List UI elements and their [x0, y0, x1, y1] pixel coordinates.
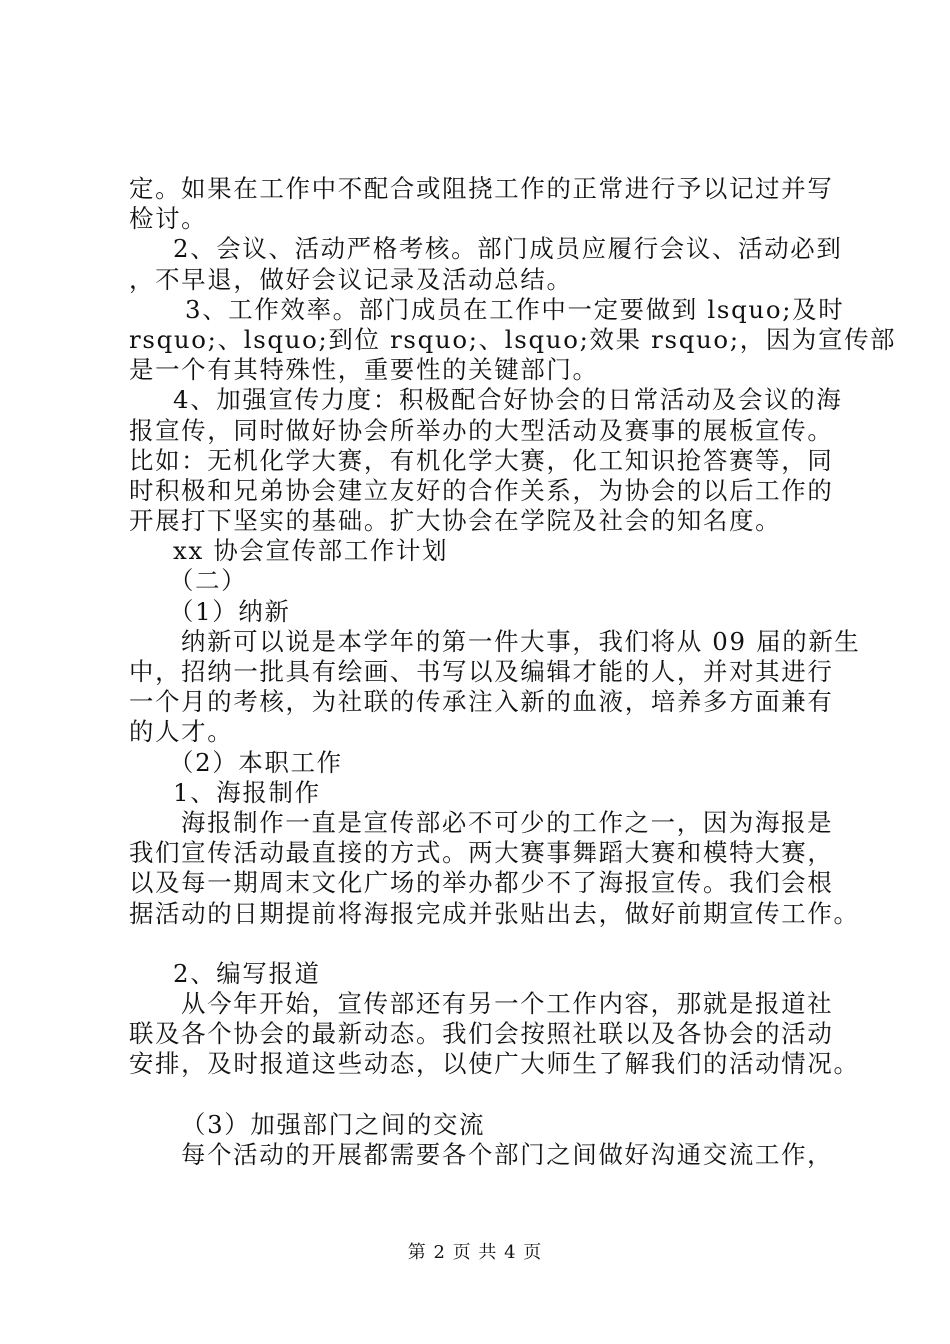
paragraph-line: 海报制作一直是宣传部必不可少的工作之一，因为海报是 — [181, 807, 834, 837]
section-subtitle: （二） — [169, 566, 248, 596]
page-number-footer: 第 2 页 共 4 页 — [407, 1242, 543, 1263]
paragraph-line: 4、加强宣传力度：积极配合好协会的日常活动及会议的海 — [173, 385, 843, 415]
paragraph-line: 联及各个协会的最新动态。我们会按照社联以及各协会的活动 — [129, 1019, 834, 1049]
section-heading: （1）纳新 — [169, 596, 291, 626]
paragraph-line: 安排，及时报道这些动态，以使广大师生了解我们的活动情况。 — [129, 1049, 860, 1079]
paragraph-line: 从今年开始，宣传部还有另一个工作内容，那就是报道社 — [181, 989, 834, 1019]
paragraph-line: 中，招纳一批具有绘画、书写以及编辑才能的人，并对其进行 — [129, 657, 834, 686]
document-body — [129, 174, 897, 1170]
paragraph-line: 开展打下坚实的基础。扩大协会在学院及社会的知名度。 — [129, 506, 782, 536]
paragraph-line: rsquo;、lsquo;到位 rsquo;、lsquo;效果 rsquo;，因为宣传部 — [129, 324, 897, 354]
subsection-heading: 1、海报制作 — [173, 777, 321, 807]
paragraph-line: 3、工作效率。部门成员在工作中一定要做到 lsquo;及时 — [185, 294, 845, 324]
paragraph-line: 定。如果在工作中不配合或阻挠工作的正常进行予以记过并写 — [129, 174, 834, 203]
paragraph-line: 的人才。 — [129, 717, 234, 747]
section-heading: （2）本职工作 — [169, 747, 343, 777]
paragraph-line: 报宣传，同时做好协会所举办的大型活动及赛事的展板宣传。 — [129, 415, 834, 445]
paragraph-line: 一个月的考核，为社联的传承注入新的血液，培养多方面兼有 — [129, 687, 834, 717]
paragraph-gap — [129, 929, 829, 959]
subsection-heading: 2、编写报道 — [173, 958, 321, 988]
paragraph-line: 纳新可以说是本学年的第一件大事，我们将从 09 届的新生 — [181, 626, 861, 656]
paragraph-line: 每个活动的开展都需要各个部门之间做好沟通交流工作， — [181, 1140, 834, 1169]
paragraph-gap — [129, 1080, 829, 1110]
section-title: xx 协会宣传部工作计划 — [173, 536, 449, 566]
paragraph-line: 时积极和兄弟协会建立友好的合作关系，为协会的以后工作的 — [129, 475, 834, 505]
paragraph-line: 是一个有其特殊性，重要性的关键部门。 — [129, 355, 599, 385]
paragraph-line: 我们宣传活动最直接的方式。两大赛事舞蹈大赛和模特大赛， — [129, 838, 834, 868]
paragraph-line: 以及每一期周末文化广场的举办都少不了海报宣传。我们会根 — [129, 868, 834, 898]
paragraph-line: 2、会议、活动严格考核。部门成员应履行会议、活动必到 — [173, 234, 843, 264]
section-heading: （3）加强部门之间的交流 — [181, 1109, 486, 1139]
paragraph-line: 据活动的日期提前将海报完成并张贴出去，做好前期宣传工作。 — [129, 898, 860, 928]
paragraph-line: ，不早退，做好会议记录及活动总结。 — [129, 264, 573, 294]
paragraph-line: 检讨。 — [129, 204, 208, 234]
paragraph-line: 比如：无机化学大赛，有机化学大赛，化工知识抢答赛等，同 — [129, 445, 834, 475]
